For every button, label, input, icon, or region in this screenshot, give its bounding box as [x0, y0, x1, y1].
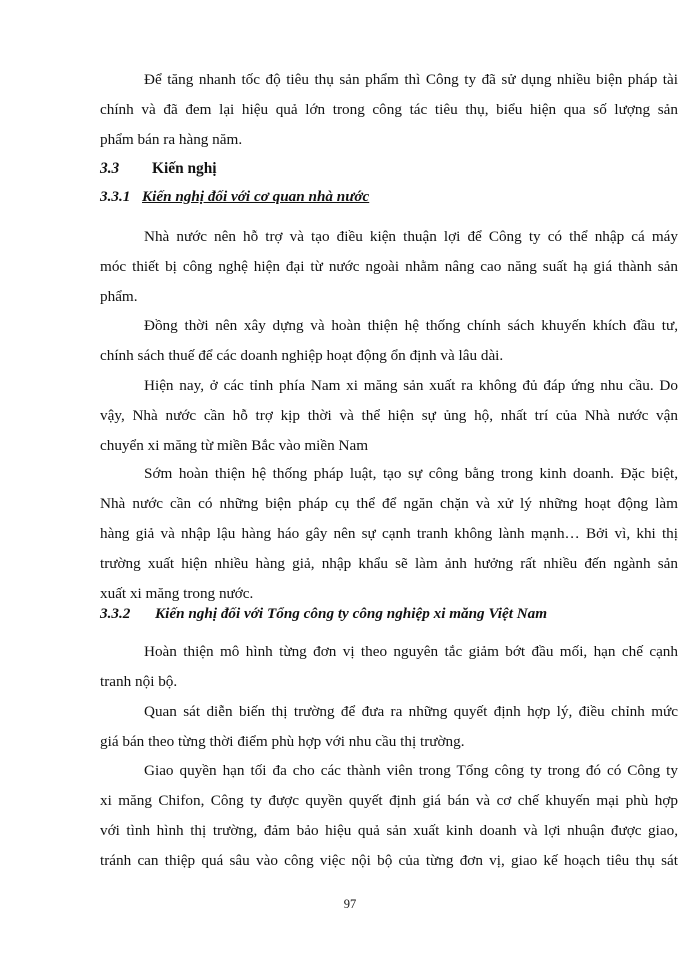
text-line: chính sách thuế để các doanh nghiệp hoạt động ổn định và lâu dài.: [100, 347, 504, 364]
text-line: tránh can thiệp quá sâu vào công việc nội bộ của từng đơn vị, giao kế hoạch tiêu thụ sát: [100, 852, 678, 869]
text-line: Nhà nước nên hỗ trợ và tạo điều kiện thuận lợi để Công ty có thể nhập cá máy: [144, 228, 678, 245]
text-line: chính và đã đem lại hiệu quả lớn trong công tác tiêu thụ, biểu hiện qua số lượng sản: [100, 101, 678, 118]
section-title: Kiến nghị đối với cơ quan nhà nước: [142, 188, 370, 205]
text-line: vậy, Nhà nước cần hỗ trợ kịp thời và thể hiện sự ủng hộ, nhất trí của Nhà nước vận: [100, 407, 678, 424]
text-line: hàng giả và nhập lậu hàng háo gây nên sự cạnh tranh không lành mạnh… Bởi vì, khi thị: [100, 525, 678, 542]
text-line: Để tăng nhanh tốc độ tiêu thụ sản phẩm thì Công ty đã sử dụng nhiều biện pháp tài: [144, 71, 678, 88]
section-heading-3-3: [100, 160, 217, 178]
text-line: Quan sát diễn biến thị trường để đưa ra những quyết định hợp lý, điều chỉnh mức: [144, 703, 678, 720]
text-line: chuyển xi măng từ miền Bắc vào miền Nam: [100, 437, 369, 454]
text-line: giá bán theo từng thời điểm phù hợp với nhu cầu thị trường.: [100, 733, 465, 750]
text-line: tranh nội bộ.: [100, 673, 178, 690]
text-line: Hiện nay, ở các tỉnh phía Nam xi măng sản xuất ra không đủ đáp ứng nhu cầu. Do: [144, 377, 678, 394]
text-line: với tình hình thị trường, đảm bảo hiệu quả sản xuất kinh doanh và lợi nhuận được giao,: [100, 822, 678, 839]
text-line: xi măng Chifon, Công ty được quyền quyết định giá bán và cơ chế khuyến mại phù hợp: [100, 792, 678, 809]
paragraph-legal-system: [100, 459, 678, 609]
paragraph-policy: [100, 311, 678, 371]
text-line: Đồng thời nên xây dựng và hoàn thiện hệ thống chính sách khuyến khích đầu tư,: [144, 317, 678, 334]
page-number: 97: [343, 897, 357, 911]
text-line: Sớm hoàn thiện hệ thống pháp luật, tạo sự công bằng trong kinh doanh. Đặc biệt,: [144, 465, 678, 482]
text-line: phẩm bán ra hàng năm.: [100, 131, 243, 148]
section-title: Kiến nghị: [152, 160, 217, 177]
section-title: Kiến nghị đối với Tổng công ty công nghiệp xi măng Việt Nam: [155, 605, 548, 622]
text-line: Giao quyền hạn tối đa cho các thành viên trong Tổng công ty trong đó có Công ty: [144, 762, 678, 779]
text-line: Hoàn thiện mô hình từng đơn vị theo nguyên tắc giảm bớt đầu mối, hạn chế cạnh: [144, 643, 678, 660]
section-number: 3.3: [100, 160, 120, 177]
text-line: trường xuất hiện nhiều hàng giả, nhập khẩu sẽ làm ảnh hưởng rất nhiều đến ngành sản: [100, 555, 678, 572]
section-heading-3-3-1: [100, 188, 369, 206]
section-heading-3-3-2: [100, 605, 547, 623]
paragraph-sales-measures: [100, 65, 678, 155]
paragraph-delegation: [100, 756, 678, 876]
section-number: 3.3.1: [100, 188, 131, 205]
text-line: xuất xi măng trong nước.: [100, 585, 254, 602]
paragraph-southern-provinces: [100, 371, 678, 461]
text-line: Nhà nước cần có những biện pháp cụ thể để ngăn chặn và xử lý những hoạt động làm: [100, 495, 678, 512]
paragraph-market-observation: [100, 697, 678, 757]
paragraph-unit-model: [100, 637, 678, 697]
text-line: phẩm.: [100, 288, 138, 305]
paragraph-state-support: [100, 222, 678, 312]
section-number: 3.3.2: [100, 605, 131, 622]
text-line: móc thiết bị công nghệ hiện đại từ nước ngoài nhằm nâng cao năng suất hạ giá thành sản: [100, 258, 678, 275]
